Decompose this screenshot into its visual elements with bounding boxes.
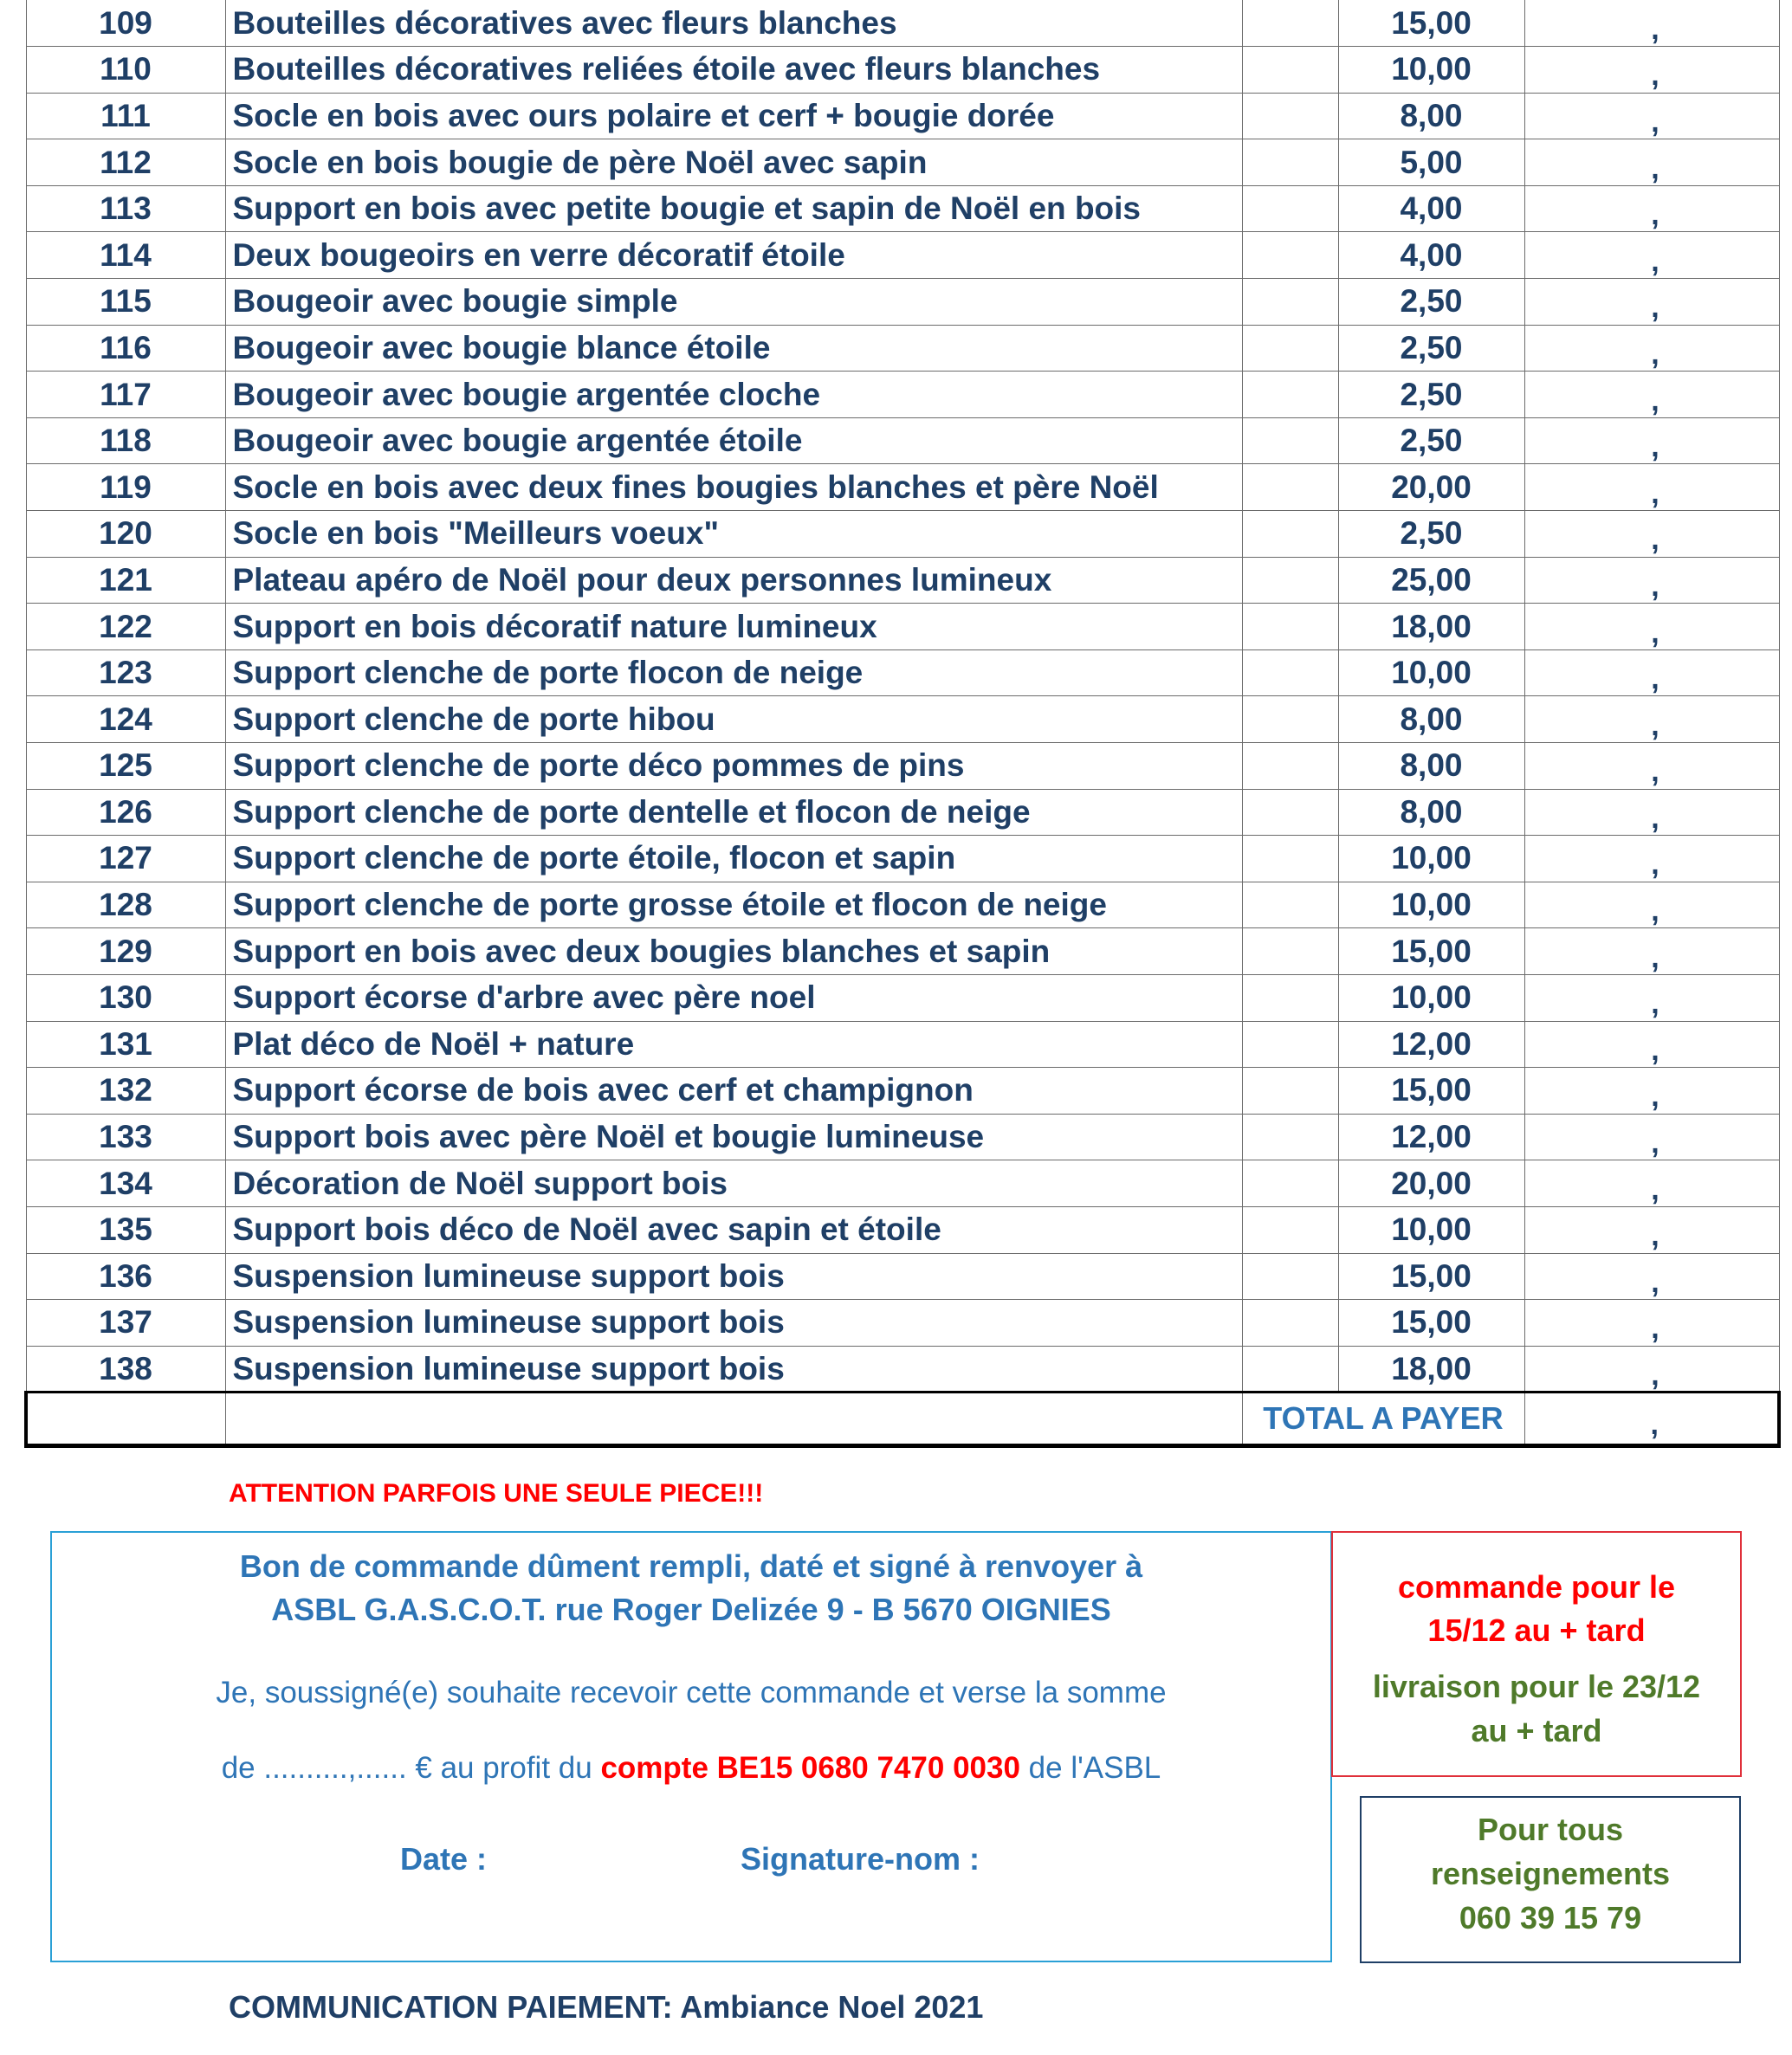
table-row (26, 649, 1779, 696)
quantity-value: , (1651, 616, 1659, 649)
quantity-value: , (1651, 430, 1659, 464)
item-number: 125 (26, 743, 225, 790)
blank-cell (1242, 649, 1338, 696)
item-number: 134 (26, 1160, 225, 1207)
blank-cell (1242, 464, 1338, 511)
table-row (26, 1253, 1779, 1300)
item-description: Support en bois avec petite bougie et sapin de Noël en bois (225, 185, 1242, 232)
item-number: 126 (26, 789, 225, 836)
quantity-cell[interactable] (1524, 464, 1779, 511)
table-row (26, 139, 1779, 186)
item-number: 133 (26, 1114, 225, 1160)
item-description: Support clenche de porte dentelle et flocon de neige (225, 789, 1242, 836)
item-number: 115 (26, 279, 225, 326)
item-price: 10,00 (1338, 649, 1524, 696)
item-price: 15,00 (1338, 1068, 1524, 1115)
order-deadline-line2: 15/12 au + tard (1427, 1612, 1646, 1648)
quantity-cell[interactable] (1524, 417, 1779, 464)
quantity-cell[interactable] (1524, 1206, 1779, 1253)
item-description: Bouteilles décoratives reliées étoile avec fleurs blanches (225, 47, 1242, 94)
item-price: 8,00 (1338, 789, 1524, 836)
blank-cell (1242, 1300, 1338, 1347)
quantity-cell[interactable] (1524, 1114, 1779, 1160)
form-address-line: ASBL G.A.S.C.O.T. rue Roger Delizée 9 - B 5670 OIGNIES (271, 1592, 1111, 1627)
item-price: 2,50 (1338, 279, 1524, 326)
blank-cell (1242, 1068, 1338, 1115)
blank-cell (1242, 1346, 1338, 1393)
item-number: 127 (26, 836, 225, 882)
item-price: 25,00 (1338, 557, 1524, 604)
item-price: 15,00 (1338, 1253, 1524, 1300)
item-price: 8,00 (1338, 696, 1524, 743)
item-number: 131 (26, 1021, 225, 1068)
blank-cell (1242, 974, 1338, 1021)
item-number: 136 (26, 1253, 225, 1300)
table-row (26, 325, 1779, 372)
item-description: Suspension lumineuse support bois (225, 1253, 1242, 1300)
item-number: 123 (26, 649, 225, 696)
item-description: Socle en bois "Meilleurs voeux" (225, 511, 1242, 558)
blank-cell (1242, 696, 1338, 743)
quantity-cell[interactable] (1524, 743, 1779, 790)
item-number: 118 (26, 417, 225, 464)
table-row (26, 743, 1779, 790)
item-price: 4,00 (1338, 232, 1524, 279)
quantity-value: , (1651, 940, 1659, 974)
delivery-line1: livraison pour le 23/12 (1372, 1669, 1701, 1704)
quantity-cell[interactable] (1524, 696, 1779, 743)
item-description: Plat déco de Noël + nature (225, 1021, 1242, 1068)
item-number: 117 (26, 372, 225, 418)
item-number: 121 (26, 557, 225, 604)
info-line2: renseignements (1430, 1856, 1671, 1891)
table-row (26, 1346, 1779, 1393)
item-description: Socle en bois avec deux fines bougies blanches et père Noël (225, 464, 1242, 511)
payment-communication: COMMUNICATION PAIEMENT: Ambiance Noel 2021 (229, 1989, 984, 2025)
item-number: 124 (26, 696, 225, 743)
quantity-value: , (1651, 12, 1659, 46)
table-row (26, 836, 1779, 882)
item-number: 135 (26, 1206, 225, 1253)
item-price: 20,00 (1338, 464, 1524, 511)
quantity-value: , (1651, 569, 1659, 603)
item-price: 10,00 (1338, 47, 1524, 94)
item-description: Bougeoir avec bougie argentée cloche (225, 372, 1242, 418)
table-row (26, 1160, 1779, 1207)
item-price: 18,00 (1338, 1346, 1524, 1393)
quantity-cell[interactable] (1524, 1346, 1779, 1393)
order-deadline-line1: commande pour le (1397, 1569, 1676, 1605)
quantity-cell[interactable] (1524, 279, 1779, 326)
quantity-cell[interactable] (1524, 47, 1779, 94)
quantity-value: , (1651, 291, 1659, 325)
item-description: Support en bois avec deux bougies blanches et sapin (225, 928, 1242, 975)
item-price: 10,00 (1338, 974, 1524, 1021)
item-description: Support écorse de bois avec cerf et champignon (225, 1068, 1242, 1115)
item-number: 132 (26, 1068, 225, 1115)
quantity-value: , (1651, 337, 1659, 371)
item-price: 12,00 (1338, 1021, 1524, 1068)
table-row (26, 47, 1779, 94)
quantity-cell[interactable] (1524, 372, 1779, 418)
date-label: Date : (400, 1841, 488, 1877)
quantity-value: , (1651, 848, 1659, 882)
quantity-value: , (1651, 1173, 1659, 1206)
blank-cell (1242, 279, 1338, 326)
table-row (26, 1300, 1779, 1347)
item-price: 20,00 (1338, 1160, 1524, 1207)
item-description: Support clenche de porte flocon de neige (225, 649, 1242, 696)
deadline-box (1331, 1531, 1742, 1777)
blank-cell (1242, 604, 1338, 650)
item-description: Support clenche de porte étoile, flocon et sapin (225, 836, 1242, 882)
blank-cell (1242, 1114, 1338, 1160)
quantity-value: , (1651, 476, 1659, 510)
item-number: 130 (26, 974, 225, 1021)
item-number: 110 (26, 47, 225, 94)
form-instruction-line1: Bon de commande dûment rempli, daté et signé à renvoyer à (239, 1548, 1143, 1584)
item-description: Bougeoir avec bougie simple (225, 279, 1242, 326)
item-description: Bougeoir avec bougie blance étoile (225, 325, 1242, 372)
item-number: 113 (26, 185, 225, 232)
item-price: 4,00 (1338, 185, 1524, 232)
table-row (26, 185, 1779, 232)
item-price: 2,50 (1338, 511, 1524, 558)
quantity-cell[interactable] (1524, 1021, 1779, 1068)
blank-cell (1242, 93, 1338, 139)
signature-label: Signature-nom : (741, 1841, 980, 1877)
blank-cell (1242, 743, 1338, 790)
blank-cell (1242, 928, 1338, 975)
total-amount-value: , (1650, 1408, 1659, 1442)
item-price: 8,00 (1338, 743, 1524, 790)
quantity-cell[interactable] (1524, 1160, 1779, 1207)
item-description: Support en bois décoratif nature lumineux (225, 604, 1242, 650)
table-row (26, 928, 1779, 975)
item-price: 8,00 (1338, 93, 1524, 139)
item-description: Support bois avec père Noël et bougie lumineuse (225, 1114, 1242, 1160)
blank-cell (1242, 139, 1338, 186)
item-description: Support bois déco de Noël avec sapin et étoile (225, 1206, 1242, 1253)
item-number: 129 (26, 928, 225, 975)
quantity-cell[interactable] (1524, 836, 1779, 882)
info-line1: Pour tous (1478, 1812, 1623, 1847)
item-price: 10,00 (1338, 882, 1524, 928)
item-description: Support écorse d'arbre avec père noel (225, 974, 1242, 1021)
order-form-box (50, 1531, 1332, 1962)
info-box (1360, 1796, 1741, 1963)
blank-cell (1242, 1160, 1338, 1207)
quantity-cell[interactable] (1524, 789, 1779, 836)
quantity-value: , (1651, 152, 1659, 185)
blank-cell (26, 1393, 225, 1446)
table-row (26, 93, 1779, 139)
table-row (26, 974, 1779, 1021)
table-row (26, 557, 1779, 604)
table-row (26, 372, 1779, 418)
quantity-value: , (1651, 384, 1659, 417)
table-row (26, 882, 1779, 928)
quantity-cell[interactable] (1524, 974, 1779, 1021)
order-body (26, 0, 1779, 1446)
form-amount-line (52, 1751, 1330, 1786)
quantity-value: , (1651, 1312, 1659, 1346)
blank-cell (1242, 185, 1338, 232)
table-row (26, 1114, 1779, 1160)
quantity-value: , (1651, 1265, 1659, 1299)
table-row (26, 1206, 1779, 1253)
item-description: Bouteilles décoratives avec fleurs blanches (225, 0, 1242, 47)
amount-prefix: de ..........,...... € au profit du (221, 1751, 601, 1785)
item-description: Socle en bois avec ours polaire et cerf + bougie dorée (225, 93, 1242, 139)
quantity-value: , (1651, 987, 1659, 1021)
quantity-cell[interactable] (1524, 325, 1779, 372)
item-price: 12,00 (1338, 1114, 1524, 1160)
order-table (24, 0, 1781, 1448)
item-description: Support clenche de porte hibou (225, 696, 1242, 743)
item-price: 2,50 (1338, 417, 1524, 464)
quantity-value: , (1651, 1358, 1659, 1392)
item-description: Support clenche de porte grosse étoile et flocon de neige (225, 882, 1242, 928)
quantity-cell[interactable] (1524, 882, 1779, 928)
item-number: 120 (26, 511, 225, 558)
quantity-value: , (1651, 105, 1659, 139)
quantity-cell[interactable] (1524, 139, 1779, 186)
quantity-value: , (1651, 895, 1659, 928)
blank-cell (1242, 789, 1338, 836)
item-description: Bougeoir avec bougie argentée étoile (225, 417, 1242, 464)
form-declaration-line: Je, soussigné(e) souhaite recevoir cette commande et verse la somme (216, 1676, 1167, 1709)
quantity-cell[interactable] (1524, 511, 1779, 558)
blank-cell (1242, 1021, 1338, 1068)
item-number: 122 (26, 604, 225, 650)
attention-warning: ATTENTION PARFOIS UNE SEULE PIECE!!! (229, 1479, 764, 1508)
quantity-cell[interactable] (1524, 1253, 1779, 1300)
item-price: 15,00 (1338, 1300, 1524, 1347)
item-price: 2,50 (1338, 325, 1524, 372)
table-row (26, 1021, 1779, 1068)
blank-cell (1242, 325, 1338, 372)
table-row (26, 232, 1779, 279)
quantity-value: , (1651, 801, 1659, 835)
item-price: 10,00 (1338, 836, 1524, 882)
table-row (26, 789, 1779, 836)
item-description: Support clenche de porte déco pommes de pins (225, 743, 1242, 790)
quantity-value: , (1651, 523, 1659, 557)
item-number: 128 (26, 882, 225, 928)
item-description: Deux bougeoirs en verre décoratif étoile (225, 232, 1242, 279)
quantity-value: , (1651, 708, 1659, 742)
item-price: 18,00 (1338, 604, 1524, 650)
item-price: 5,00 (1338, 139, 1524, 186)
item-price: 15,00 (1338, 928, 1524, 975)
item-number: 137 (26, 1300, 225, 1347)
amount-suffix: de l'ASBL (1019, 1751, 1161, 1785)
quantity-cell[interactable] (1524, 604, 1779, 650)
item-description: Décoration de Noël support bois (225, 1160, 1242, 1207)
bank-account: compte BE15 0680 7470 0030 (600, 1751, 1020, 1785)
item-description: Socle en bois bougie de père Noël avec sapin (225, 139, 1242, 186)
total-amount-cell[interactable] (1524, 1393, 1779, 1446)
table-row (26, 1068, 1779, 1115)
table-row (26, 464, 1779, 511)
quantity-cell[interactable] (1524, 0, 1779, 47)
table-row (26, 696, 1779, 743)
quantity-cell[interactable] (1524, 232, 1779, 279)
item-description: Plateau apéro de Noël pour deux personnes lumineux (225, 557, 1242, 604)
blank-cell (1242, 1206, 1338, 1253)
item-price: 15,00 (1338, 0, 1524, 47)
item-number: 112 (26, 139, 225, 186)
blank-cell (1242, 417, 1338, 464)
quantity-value: , (1651, 755, 1659, 789)
table-row (26, 417, 1779, 464)
blank-cell (1242, 47, 1338, 94)
quantity-value: , (1651, 1080, 1659, 1114)
quantity-value: , (1651, 59, 1659, 93)
table-row (26, 604, 1779, 650)
delivery-line2: au + tard (1471, 1713, 1602, 1748)
item-price: 10,00 (1338, 1206, 1524, 1253)
quantity-value: , (1651, 1127, 1659, 1160)
item-number: 109 (26, 0, 225, 47)
quantity-value: , (1651, 662, 1659, 696)
quantity-value: , (1651, 1033, 1659, 1067)
total-row (26, 1393, 1779, 1446)
blank-cell (1242, 232, 1338, 279)
quantity-value: , (1651, 1219, 1659, 1253)
quantity-cell[interactable] (1524, 928, 1779, 975)
blank-cell (1242, 1253, 1338, 1300)
quantity-cell[interactable] (1524, 1300, 1779, 1347)
quantity-cell[interactable] (1524, 185, 1779, 232)
table-row (26, 279, 1779, 326)
table-row (26, 511, 1779, 558)
item-number: 114 (26, 232, 225, 279)
quantity-cell[interactable] (1524, 649, 1779, 696)
item-description: Suspension lumineuse support bois (225, 1346, 1242, 1393)
quantity-cell[interactable] (1524, 1068, 1779, 1115)
blank-cell (1242, 882, 1338, 928)
item-price: 2,50 (1338, 372, 1524, 418)
item-number: 111 (26, 93, 225, 139)
blank-cell (1242, 0, 1338, 47)
quantity-cell[interactable] (1524, 93, 1779, 139)
blank-cell (225, 1393, 1242, 1446)
item-number: 119 (26, 464, 225, 511)
item-description: Suspension lumineuse support bois (225, 1300, 1242, 1347)
quantity-cell[interactable] (1524, 557, 1779, 604)
blank-cell (1242, 372, 1338, 418)
blank-cell (1242, 836, 1338, 882)
table-row (26, 0, 1779, 47)
item-number: 116 (26, 325, 225, 372)
item-number: 138 (26, 1346, 225, 1393)
blank-cell (1242, 557, 1338, 604)
quantity-value: , (1651, 198, 1659, 232)
info-phone: 060 39 15 79 (1459, 1900, 1642, 1935)
quantity-value: , (1651, 244, 1659, 278)
total-label: TOTAL A PAYER (1242, 1393, 1524, 1446)
blank-cell (1242, 511, 1338, 558)
